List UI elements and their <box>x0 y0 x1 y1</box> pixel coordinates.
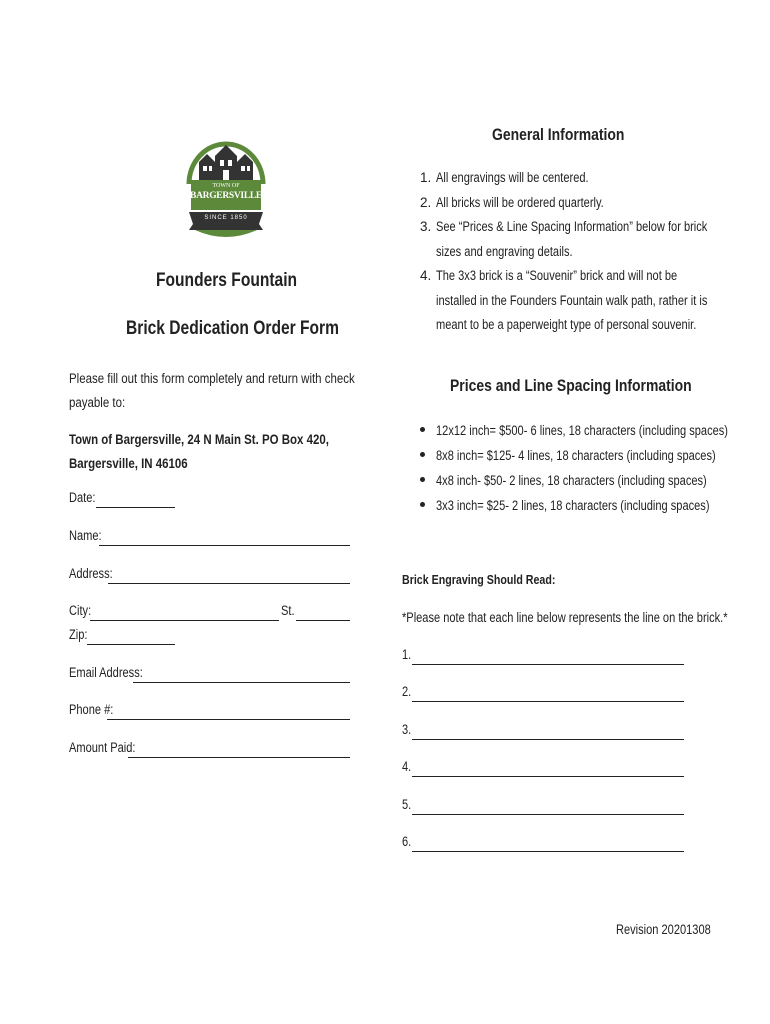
form-title: Founders Fountain <box>156 270 298 291</box>
engraving-note: *Please note that each line below represents the line on the brick.* <box>402 610 728 625</box>
city-state-field[interactable] <box>69 603 354 621</box>
address-label: Address: <box>69 566 113 581</box>
list-item: 12x12 inch= $500- 6 lines, 18 characters (including spaces) <box>420 418 770 443</box>
bullet-icon <box>420 452 425 457</box>
phone-line[interactable] <box>107 719 350 720</box>
zip-label: Zip: <box>69 627 88 642</box>
phone-label: Phone #: <box>69 702 114 717</box>
address-line[interactable] <box>108 583 350 584</box>
engraving-line-3[interactable]: 3. <box>402 722 684 740</box>
logo-banner-text: SINCE 1850 <box>204 215 248 221</box>
engraving-line-6[interactable]: 6. <box>402 834 684 852</box>
date-line[interactable] <box>96 507 175 508</box>
email-label: Email Address: <box>69 665 143 680</box>
bullet-icon <box>420 427 425 432</box>
prices-list <box>420 418 770 518</box>
revision-label: Revision 20201308 <box>616 922 711 937</box>
engraving-line-4[interactable]: 4. <box>402 759 684 777</box>
list-item: 3x3 inch= $25- 2 lines, 18 characters (including spaces) <box>420 493 770 518</box>
email-line[interactable] <box>133 682 350 683</box>
amount-line[interactable] <box>128 757 350 758</box>
state-line[interactable] <box>296 620 350 621</box>
list-item: 8x8 inch= $125- 4 lines, 18 characters (including spaces) <box>420 443 770 468</box>
city-line[interactable] <box>90 620 279 621</box>
prices-heading: Prices and Line Spacing Information <box>450 376 692 395</box>
list-item: 4. The 3x3 brick is a “Souvenir” brick and will not be installed in the Founders Fountain walk path, rather it is meant to be a paperweight type of personal souvenir. <box>420 268 708 332</box>
bullet-icon <box>420 502 425 507</box>
engraving-line-1[interactable]: 1. <box>402 647 684 665</box>
name-label: Name: <box>69 528 102 543</box>
bargersville-logo <box>185 132 267 242</box>
engraving-heading: Brick Engraving Should Read: <box>402 572 556 587</box>
zip-field[interactable] <box>69 627 179 645</box>
email-field[interactable] <box>69 665 354 683</box>
general-info-list <box>420 166 720 338</box>
name-line[interactable] <box>99 545 350 546</box>
general-info-heading: General Information <box>492 125 625 144</box>
amount-field[interactable] <box>69 740 354 758</box>
phone-field[interactable] <box>69 702 354 720</box>
mailing-address: Town of Bargersville, 24 N Main St. PO Box 420, Bargersville, IN 46106 <box>69 432 329 471</box>
amount-label: Amount Paid: <box>69 740 136 755</box>
list-item: 3. See “Prices & Line Spacing Information” below for brick sizes and engraving details. <box>420 219 708 259</box>
bullet-icon <box>420 477 425 482</box>
intro-paragraph: Please fill out this form completely and return with check payable to: <box>69 371 355 410</box>
engraving-line-2[interactable]: 2. <box>402 684 684 702</box>
address-field[interactable] <box>69 566 354 584</box>
state-label: St. <box>281 603 295 618</box>
logo-top-text: TOWN OF <box>212 183 240 189</box>
logo-name: BARGERSVILLE <box>190 191 262 201</box>
date-field[interactable] <box>69 490 179 508</box>
zip-line[interactable] <box>87 644 175 645</box>
list-item: 4x8 inch- $50- 2 lines, 18 characters (including spaces) <box>420 468 770 493</box>
city-label: City: <box>69 603 92 618</box>
engraving-line-5[interactable]: 5. <box>402 797 684 815</box>
name-field[interactable] <box>69 528 354 546</box>
list-item: 1. All engravings will be centered. <box>420 170 589 185</box>
date-label: Date: <box>69 490 96 505</box>
list-item: 2. All bricks will be ordered quarterly. <box>420 194 604 210</box>
form-subtitle: Brick Dedication Order Form <box>126 318 339 339</box>
